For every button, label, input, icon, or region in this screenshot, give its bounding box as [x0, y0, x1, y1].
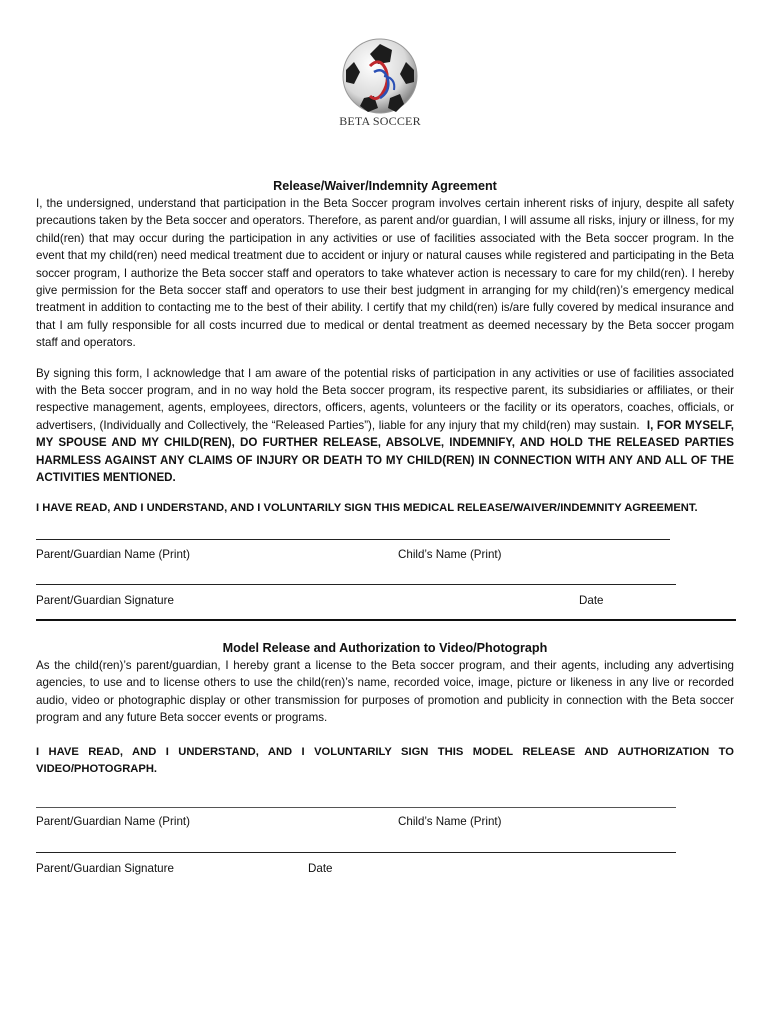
- release-paragraph-2-bold: I, FOR MYSELF, MY SPOUSE AND MY CHILD(REN), DO FURTHER RELEASE, ABSOLVE, INDEMNIFY, AND HOLD THE RELEASED PARTIES HARMLESS AGAINST ANY CLAIMS OF INJURY OR DEATH TO MY CHILD(REN) IN CONNECTION WITH ANY AND ALL OF THE ACTIVITIES MENTIONED.: [36, 418, 734, 485]
- model-parent-signature-label: Parent/Guardian Signature: [36, 862, 174, 876]
- model-parent-signature-line[interactable]: [36, 852, 676, 853]
- parent-signature-label: Parent/Guardian Signature: [36, 593, 174, 607]
- model-release-acknowledgement: I HAVE READ, AND I UNDERSTAND, AND I VOLUNTARILY SIGN THIS MODEL RELEASE AND AUTHORIZATION TO VIDEO/PHOTOGRAPH.: [36, 745, 734, 775]
- model-child-name-label: Child’s Name (Print): [398, 815, 502, 829]
- logo-text: BETA SOCCER: [339, 114, 421, 128]
- model-parent-name-label: Parent/Guardian Name (Print): [36, 815, 191, 829]
- child-name-label: Child’s Name (Print): [398, 547, 502, 561]
- parent-name-line[interactable]: [36, 539, 670, 540]
- waiver-document: [36, 178, 734, 878]
- release-paragraph-2-text: By signing this form, I acknowledge that I am aware of the potential risks of participation in any activities or use of facilities associated with the Beta soccer program, and in no way hold the Beta soccer program, its respective parent, its subsidiaries or affiliates, or their respective management, agents, employees, directors, officers, agents, volunteers or the facility or its operators, coaches, officials, or advertisers, (Individually and Collectively, the “Released Parties”), liable for any injury that my child(ren) may sustain.: [36, 366, 734, 432]
- model-date-label: Date: [308, 862, 333, 876]
- release-paragraph-2: [36, 365, 734, 487]
- model-parent-name-line[interactable]: [36, 807, 676, 808]
- release-paragraph-1: I, the undersigned, understand that participation in the Beta Soccer program involves certain inherent risks of injury, despite all safety precautions taken by the Beta soccer and operators. Therefore, as parent and/or guardian, I will assume all risks, injury or illness, for my child(ren) that may occur during the participation in any activities or use of facilities associated with the Beta soccer program. In the event that my child(ren) need medical treatment due to accident or injury or natural causes while registered and participating in the Beta soccer program, I authorize the Beta soccer staff and operators to take whatever action is necessary to care for my child(ren). I hereby give permission for the Beta soccer staff and operators to use their best judgment in arranging for my child(ren)’s emergency medical treatment in addition to contacting me to the best of their ability. I certify that my child(ren) is/are fully covered by medical insurance and that I am fully responsible for all costs incurred due to medical or dental treatment as deemed necessary by the Beta soccer progam staff and operators.: [36, 197, 734, 350]
- soccer-ball-icon: [340, 36, 420, 116]
- model-release-title: Model Release and Authorization to Video/Photograph: [222, 640, 548, 655]
- section-divider: [36, 619, 736, 621]
- release-title: Release/Waiver/Indemnity Agreement: [273, 179, 497, 193]
- beta-soccer-logo: [325, 36, 435, 136]
- model-release-paragraph: As the child(ren)’s parent/guardian, I hereby grant a license to the Beta soccer program, and their agents, including any advertising agencies, to use and to license others to use the child(ren)’s name, recorded voice, image, picture or likeness in any live or recorded audio, video or photographic display or other transmission for purposes of promotion and publicity in connection with the Beta soccer program and any future Beta soccer events or programs.: [36, 658, 734, 725]
- release-acknowledgement: I HAVE READ, AND I UNDERSTAND, AND I VOLUNTARILY SIGN THIS MEDICAL RELEASE/WAIVER/INDEMNITY AGREEMENT.: [36, 501, 698, 514]
- parent-name-label: Parent/Guardian Name (Print): [36, 547, 191, 561]
- date-label: Date: [579, 593, 604, 607]
- parent-signature-line[interactable]: [36, 584, 676, 585]
